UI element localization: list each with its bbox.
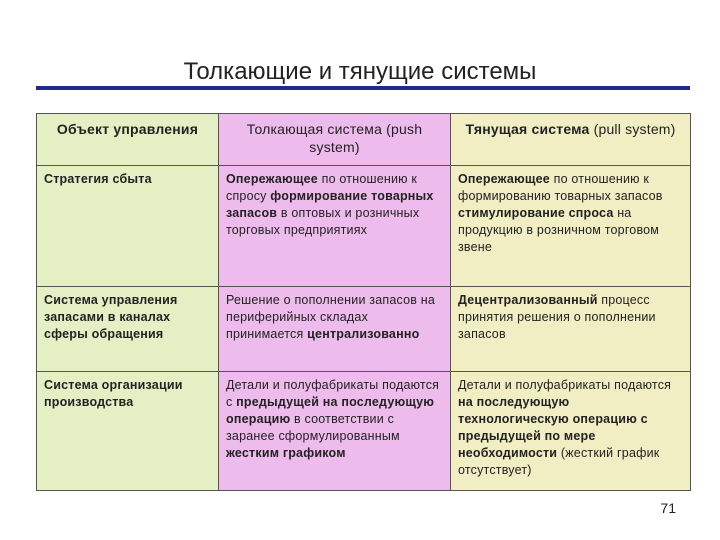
pull-cell — [451, 372, 691, 491]
comparison-table — [36, 113, 691, 491]
push-cell — [219, 166, 451, 287]
header-pull-bold: Тянущая система — [465, 121, 590, 137]
push-cell — [219, 287, 451, 372]
bold-text: жестким графиком — [226, 446, 346, 460]
cell-text: по отношению к формированию товарных запасов — [458, 172, 663, 203]
header-pull — [451, 114, 691, 166]
table-header-row — [37, 114, 691, 166]
push-cell — [219, 372, 451, 491]
cell-text: в соответствии с заранее сформулированным — [226, 412, 400, 443]
page-number: 71 — [660, 500, 676, 516]
bold-text: Опережающее — [458, 172, 550, 186]
bold-text: Децентрализованный — [458, 293, 598, 307]
cell-text: Решение о пополнении запасов на периферийных складах принимается — [226, 293, 436, 341]
table-row — [37, 166, 691, 287]
table-row — [37, 372, 691, 491]
row-label: Стратегия сбыта — [37, 166, 219, 287]
pull-cell — [451, 287, 691, 372]
cell-text: по отношению к спросу — [226, 172, 418, 203]
table-row — [37, 287, 691, 372]
cell-text: в оптовых и розничных торговых предприятиях — [226, 206, 420, 237]
row-label: Система управления запасами в каналах сферы обращения — [37, 287, 219, 372]
bold-text: Опережающее — [226, 172, 318, 186]
slide-title: Толкающие и тянущие системы — [183, 58, 537, 85]
header-push: Толкающая система (push system) — [219, 114, 451, 166]
cell-text: Детали и полуфабрикаты подаются — [458, 378, 672, 392]
pull-cell — [451, 166, 691, 287]
cell-text: (жесткий график отсутствует) — [458, 446, 660, 477]
row-label: Система организации производства — [37, 372, 219, 491]
cell-text: на продукцию в розничном торговом звене — [458, 206, 660, 254]
title-underline — [36, 86, 690, 90]
cell-text: Детали и полуфабрикаты подаются с — [226, 378, 440, 409]
bold-text: стимулирование спроса — [458, 206, 614, 220]
header-pull-rest: (pull system) — [589, 121, 676, 137]
bold-text: предыдущей на последующую операцию — [226, 395, 435, 426]
bold-text: формирование товарных запасов — [226, 189, 434, 220]
cell-text: процесс принятия решения о пополнении запасов — [458, 293, 656, 341]
bold-text: централизованно — [307, 327, 420, 341]
header-object: Объект управления — [37, 114, 219, 166]
bold-text: на последующую технологическую операцию с предыдущей по мере необходимости — [458, 395, 648, 460]
